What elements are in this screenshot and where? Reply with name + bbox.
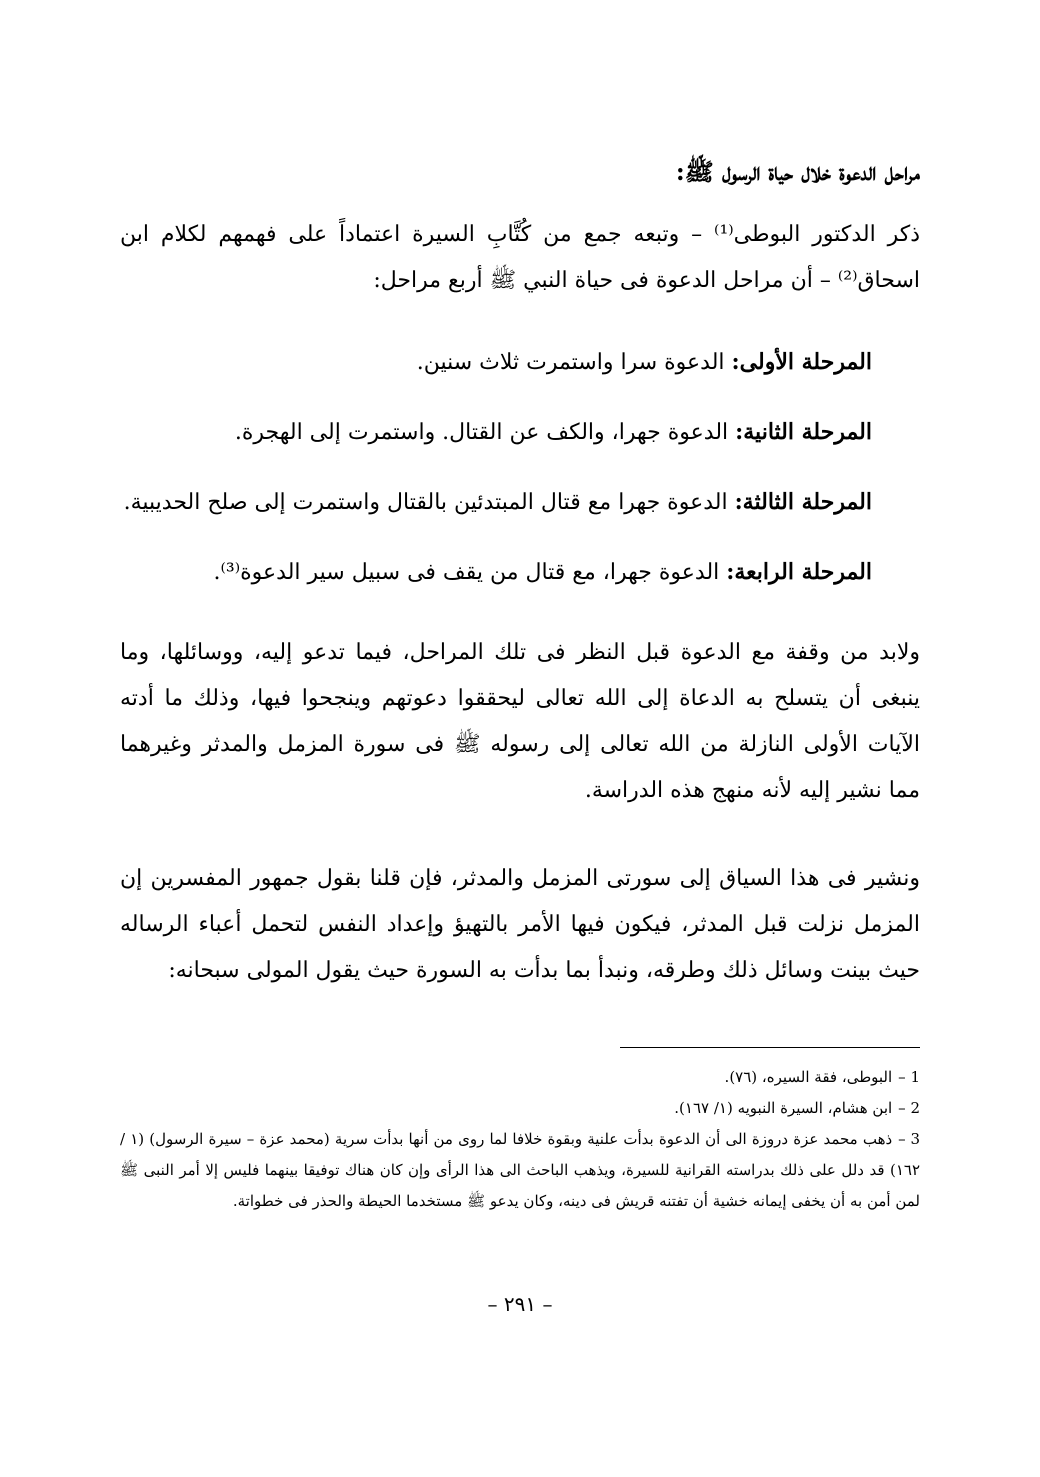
section-heading: مراحل الدعوة خلال حياة الرسول ﷺ: [675,157,920,186]
footnote-divider [620,1047,920,1048]
stage-label: المرحلة الأولى: [731,349,872,375]
body-paragraph-3: ونشير فى هذا السياق إلى سورتى المزمل والمدثر، فإن قلنا بقول جمهور المفسرين إن المزمل نزلت قبل المدثر، فيكون فيها الأمر بالتهيؤ وإعداد النفس لتحمل أعباء الرساله حيث بينت وسائل ذلك وطرقه، ونبدأ بما بدأت به السورة حيث يقول المولى سبحانه: [120,866,920,983]
stage-label: المرحلة الثانية: [735,419,872,445]
footnote-item [120,1093,920,1124]
stage-text: الدعوة جهرا، مع قتال من يقف فى سبيل سير الدعوة⁽³⁾. [213,560,720,585]
stage-label: المرحلة الثالثة: [734,489,872,515]
footnotes [120,1062,920,1217]
stage-text: الدعوة جهرا مع قتال المبتدئين بالقتال واستمرت إلى صلح الحديبية. [123,490,728,515]
footnote-number: 3 – [898,1130,920,1148]
footnote-number: 1 – [898,1068,920,1086]
footnote-item [120,1124,920,1217]
intro-paragraph: ذكر الدكتور البوطى⁽¹⁾ – وتبعه جمع من كُتَّابِ السيرة اعتماداً على فهمهم لكلام ابن اسحاق⁽²⁾ – أن مراحل الدعوة فى حياة النبي ﷺ أربع مراحل: [120,222,920,293]
stage-text: الدعوة جهرا، والكف عن القتال. واستمرت إلى الهجرة. [234,420,729,445]
page-number: – ٢٩١ – [487,1292,553,1316]
stage-item [112,550,872,595]
stage-item [112,410,872,455]
stage-item [112,480,872,525]
footnote-text: ذهب محمد عزة دروزة الى أن الدعوة بدأت علنية وبقوة خلافا لما روى من أنها بدأت سرية (محمد عزة – سيرة الرسول) (١ / ١٦٢) قد دلل على ذلك بدراسته القرانية للسيرة، ويذهب الباحث الى هذا الرأى وإن كان هناك توفيقا بينهما فليس إلا أمر النبى ﷺ لمن أمن به أن يخفى إيمانه خشية أن تفتنه قريش فى دينه، وكان يدعو ﷺ مستخدما الحيطة والحذر فى خطواتة. [120,1130,920,1210]
footnote-text: البوطى، فقة السيره، (٧٦). [724,1068,893,1086]
footnote-number: 2 – [898,1099,920,1117]
stage-text: الدعوة سرا واستمرت ثلاث سنين. [416,350,725,375]
stage-label: المرحلة الرابعة: [726,559,872,585]
footnote-text: ابن هشام، السيرة النبويه (١/ ١٦٧). [674,1099,893,1117]
body-paragraph-2: ولابد من وقفة مع الدعوة قبل النظر فى تلك المراحل، فيما تدعو إليه، ووسائلها، وما ينبغى أن يتسلح به الدعاة إلى الله تعالى ليحققوا دعوتهم وينجحوا فيها، وذلك ما أدته الآيات الأولى النازلة من الله تعالى إلى رسوله ﷺ فى سورة المزمل والمدثر وغيرهما مما نشير إليه لأنه منهج هذه الدراسة. [120,640,920,803]
stage-item [112,340,872,385]
footnote-item [120,1062,920,1093]
